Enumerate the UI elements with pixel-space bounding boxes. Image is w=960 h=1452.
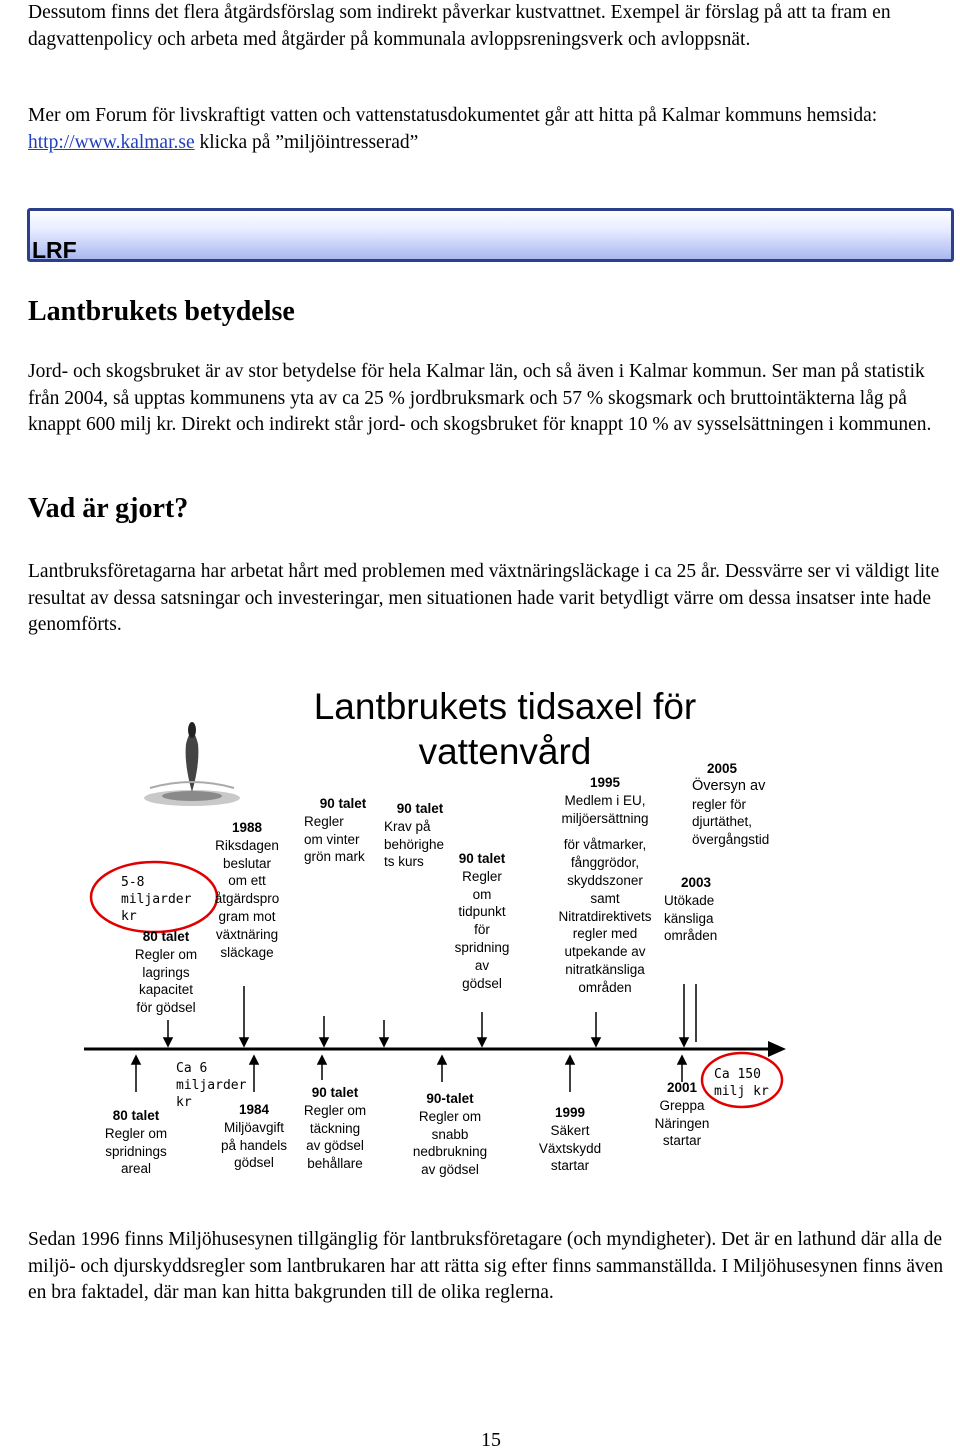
water-drop-icon [144,722,240,806]
event-line: på handels [220,1137,288,1153]
hw-line: Ca 150 [714,1067,761,1082]
event-line: regler med [572,926,638,942]
event-line: av gödsel [421,1162,479,1178]
hw-line: milj kr [714,1084,769,1099]
event-line: Regler om [104,1125,168,1141]
timeline-event-2001 [644,1079,720,1150]
closing-paragraph: Sedan 1996 finns Miljöhusesynen tillgänglig för lantbruksföretagare (och myndigheter). Det är en lathund där alla de miljö- och djurskyddsregler som lantbrukaren har att rätta sig efter finns sammanställda. I Miljöhusesynen finns även en bra faktadel, där man kan hitta bakgrunden till de olika reglerna. [28,1229,944,1303]
hw-line: Ca 6 [176,1061,208,1076]
event-line: startar [550,1158,590,1174]
event-year: 80 talet [142,929,190,944]
timeline-event-1999 [530,1104,610,1175]
timeline-event-90-tackning [294,1084,376,1173]
event-line: samt [590,890,620,906]
timeline-arrowhead [768,1041,786,1057]
event-line: gram mot [218,908,276,924]
event-line: Regler om [134,946,198,962]
event-line: Greppa [659,1097,705,1113]
event-year: 1995 [589,775,621,790]
event-line: Regler [462,868,502,884]
handwritten-5-8-miljarder [121,874,191,925]
event-line: områden [664,928,718,944]
timeline-figure [0,680,960,1200]
intro-paragraph: Dessutom finns det flera åtgärdsförslag som indirekt påverkar kustvattnet. Exempel är förslag på att ta fram en dagvattenpolicy och arbeta med åtgärder på kommunala avloppsreningsverk och avloppsnät. [28,2,891,50]
event-line: grön mark [304,849,365,865]
event-line: områden [578,979,632,995]
event-line: beslutar [222,855,272,871]
event-line: om ett [228,873,266,889]
hw-line: miljarder [121,892,192,907]
timeline-event-80-spridningsareal [94,1107,178,1178]
event-line: Växtskydd [538,1140,602,1156]
event-line: för våtmarker, [563,837,647,853]
event-line: om vinter [304,831,360,847]
hw-line: 5-8 [121,875,145,890]
timeline-event-90-nedbrukning [402,1090,498,1179]
timeline-event-90-vintergron [304,795,382,866]
event-year: 90 talet [319,796,367,811]
event-line: regler för [692,796,747,812]
event-line: för gödsel [136,1000,196,1016]
forum-paragraph [28,103,953,156]
event-line: övergångstid [692,832,770,848]
event-line: gödsel [462,975,502,991]
event-line: Krav på [384,818,431,834]
event-year: 2005 [706,761,738,776]
event-line: behörighe [384,836,445,852]
event-line: Näringen [654,1115,710,1131]
event-line: snabb [431,1126,469,1142]
event-line: nedbrukning [412,1144,488,1160]
event-year: 90 talet [311,1085,359,1100]
timeline-title-line1: Lantbrukets tidsaxel för [313,686,697,727]
event-line: tidpunkt [458,904,506,920]
event-line: Nitratdirektivets [558,908,652,924]
event-line: täckning [309,1120,361,1136]
timeline-title-line2: vattenvård [418,731,592,772]
event-line: släckage [220,944,274,960]
event-line: Regler om [418,1108,482,1124]
event-line [548,827,662,836]
event-year: 1999 [554,1105,586,1120]
event-year: 1988 [231,820,263,835]
event-line: djurtäthet, [692,814,753,830]
timeline-event-1995 [548,774,662,997]
event-year: 90 talet [458,851,506,866]
timeline-event-1984 [214,1101,294,1172]
event-line: växtnäring [215,926,279,942]
event-line: av [474,957,490,973]
event-line: fånggrödor, [570,855,640,871]
event-line: lagrings [142,964,190,980]
timeline-event-2005 [692,760,788,849]
hw-line: kr [121,909,137,924]
gjort-paragraph: Lantbruksföretagarna har arbetat hårt med problemen med växtnäringsläckage i ca 25 år. Dessvärre ser vi väldigt lite resultat av dessa satsningar och investeringar, men situationen hade varit betydligt värre om dessa insatser inte hade genomförts. [28,561,940,635]
hw-line: kr [176,1095,192,1110]
event-line: Utökade [664,892,715,908]
event-line: Säkert [550,1122,590,1138]
kalmar-link[interactable]: http://www.kalmar.se [28,131,195,153]
event-line: ts kurs [384,854,424,870]
event-line: spridning [454,939,510,955]
lrf-banner [27,208,954,262]
event-line: startar [662,1133,702,1149]
timeline-title [300,684,710,774]
page-number: 15 [481,1429,501,1451]
event-line: känsliga [664,910,714,926]
section-heading-gjort: Vad är gjort? [28,493,189,524]
event-line: gödsel [234,1155,274,1171]
event-year: 90 talet [396,801,444,816]
timeline-event-1988 [200,819,294,961]
timeline-event-2003 [664,874,728,945]
event-line: spridnings [105,1143,167,1159]
forum-text: Mer om Forum för livskraftigt vatten och vattenstatusdokumentet går att hitta på Kalmar kommuns hemsida: [28,105,878,126]
event-line: Regler [304,813,344,829]
event-year: 1984 [238,1102,270,1117]
event-line: kapacitet [138,982,194,998]
event-line: Riksdagen [215,837,279,853]
event-line: Medlem i EU, [564,792,646,808]
event-year: 80 talet [112,1108,160,1123]
event-line: miljöersättning [561,810,649,826]
event-line: Regler om [303,1102,367,1118]
timeline-event-90-tidpunkt [440,850,524,992]
event-year: 2003 [680,875,712,890]
event-line: om [472,886,492,902]
event-line: skyddszoner [567,872,643,888]
event-line: areal [120,1161,152,1177]
event-line: åtgärdspro [214,891,280,907]
hw-line: miljarder [176,1078,247,1093]
event-line: Miljöavgift [223,1119,285,1135]
event-line: nitratkänsliga [565,961,645,977]
event-year: 2001 [666,1080,698,1095]
event-line: behållare [307,1156,363,1172]
event-line: Översyn av [692,777,766,794]
event-line: för [474,922,490,938]
banner-label: LRF [32,237,77,263]
event-year: 90-talet [426,1091,474,1106]
section-heading-betydelse: Lantbrukets betydelse [28,296,295,327]
event-line: utpekande av [564,944,646,960]
betydelse-paragraph: Jord- och skogsbruket är av stor betydelse för hela Kalmar län, och så även i Kalmar kommun. Ser man på statistik från 2004, så upptas kommunens yta av ca 25 % jordbruksmark och 57 % skogsmark och bruttointäkterna låg på knappt 600 milj kr. Direkt och indirekt står jord- och skogsbruket för knappt 10 % av sysselsättningen i kommunen. [28,361,932,435]
handwritten-ca-150-milj [714,1066,769,1100]
event-line: av gödsel [306,1138,364,1154]
forum-text-after: klicka på ”miljöintresserad” [194,131,419,153]
